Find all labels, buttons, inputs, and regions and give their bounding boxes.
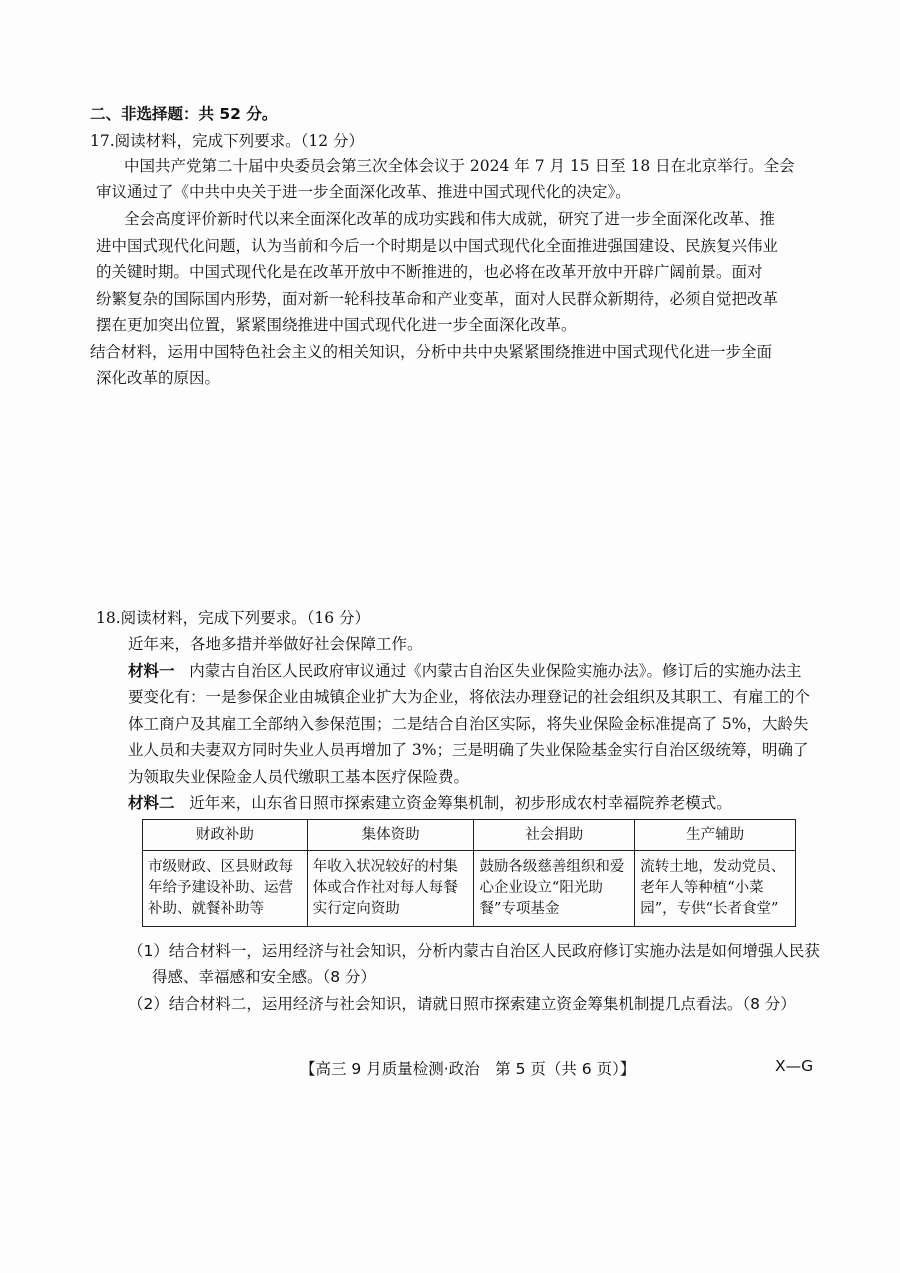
table-cell: 年收入状况较好的村集体或合作社对每人每餐实行定向资助: [307, 851, 474, 927]
footer-code: X—G: [775, 1057, 814, 1075]
material1-line: 要变化有：一是参保企业由城镇企业扩大为企业，将依法办理登记的社会组织及其职工、有雇工的个: [128, 688, 811, 706]
material1-first-line: [128, 661, 802, 681]
q17-line: 摆在更加突出位置，紧紧围绕推进中国式现代化进一步全面深化改革。: [96, 316, 577, 334]
table-header: 生产辅助: [635, 820, 796, 851]
table-cell: 流转土地，发动党员、老年人等种植“小菜园”，专供“长者食堂”: [635, 851, 796, 927]
q17-line: 的关键时期。中国式现代化是在改革开放中不断推进的，也必将在改革开放中开辟广阔前景。面对: [96, 263, 763, 281]
q18-sub1: （1）结合材料一，运用经济与社会知识，分析内蒙古自治区人民政府修订实施办法是如何增强人民获: [128, 942, 820, 960]
q17-line: 纷繁复杂的国际国内形势，面对新一轮科技革命和产业变革，面对人民群众新期待，必须自觉把改革: [96, 290, 779, 308]
section-title: 二、非选择题：共 52 分。: [90, 105, 278, 123]
q18-sub2: （2）结合材料二，运用经济与社会知识，请就日照市探索建立资金筹集机制提几点看法。（8 分）: [128, 995, 796, 1013]
table-cell: 鼓励各级慈善组织和爱心企业设立“阳光助餐”专项基金: [474, 851, 635, 927]
material2-text: 近年来，山东省日照市探索建立资金筹集机制，初步形成农村幸福院养老模式。: [189, 794, 732, 812]
q17-question: 深化改革的原因。: [96, 369, 221, 387]
q17-line: 中国共产党第二十届中央委员会第三次全体会议于 2024 年 7 月 15 日至 18 日在北京举行。全会: [124, 157, 795, 175]
material1-line: 体工商户及其雇工全部纳入参保范围；二是结合自治区实际，将失业保险金标准提高了 5%，大龄失: [128, 715, 809, 733]
q18-intro: 近年来，各地多措并举做好社会保障工作。: [128, 635, 423, 653]
q18-sub1: 得感、幸福感和安全感。（8 分）: [152, 968, 377, 986]
table-header: 集体资助: [307, 820, 474, 851]
material1-line: 内蒙古自治区人民政府审议通过《内蒙古自治区失业保险实施办法》。修订后的实施办法主: [189, 662, 802, 680]
table-header-row: [143, 820, 796, 851]
q17-line: 进中国式现代化问题，认为当前和今后一个时期是以中国式现代化全面推进强国建设、民族复兴伟业: [96, 237, 779, 255]
material1-label: 材料一: [128, 662, 175, 680]
material2-label: 材料二: [128, 794, 175, 812]
footer-exam-info: 【高三 9 月质量检测·政治 第 5 页（共 6 页）】: [300, 1060, 636, 1078]
material2-line: [128, 793, 732, 813]
q18-title: 18.阅读材料，完成下列要求。（16 分）: [96, 609, 371, 627]
table-row: [143, 851, 796, 927]
material1-line: 为领取失业保险金人员代缴职工基本医疗保险费。: [128, 768, 470, 786]
material1-line: 业人员和夫妻双方同时失业人员再增加了 3%；三是明确了失业保险基金实行自治区级统筹，明确了: [128, 741, 809, 759]
table-cell: 市级财政、区县财政每年给予建设补助、运营补助、就餐补助等: [143, 851, 308, 927]
funding-table: [142, 819, 796, 927]
q17-question: 结合材料，运用中国特色社会主义的相关知识，分析中共中央紧紧围绕推进中国式现代化进一步全面: [90, 343, 773, 361]
table-header: 社会捐助: [474, 820, 635, 851]
table-header: 财政补助: [143, 820, 308, 851]
q17-line: 全会高度评价新时代以来全面深化改革的成功实践和伟大成就，研究了进一步全面深化改革、推: [124, 210, 776, 228]
q17-line: 审议通过了《中共中央关于进一步全面深化改革、推进中国式现代化的决定》。: [96, 183, 631, 201]
q17-title: 17.阅读材料，完成下列要求。（12 分）: [90, 132, 365, 150]
